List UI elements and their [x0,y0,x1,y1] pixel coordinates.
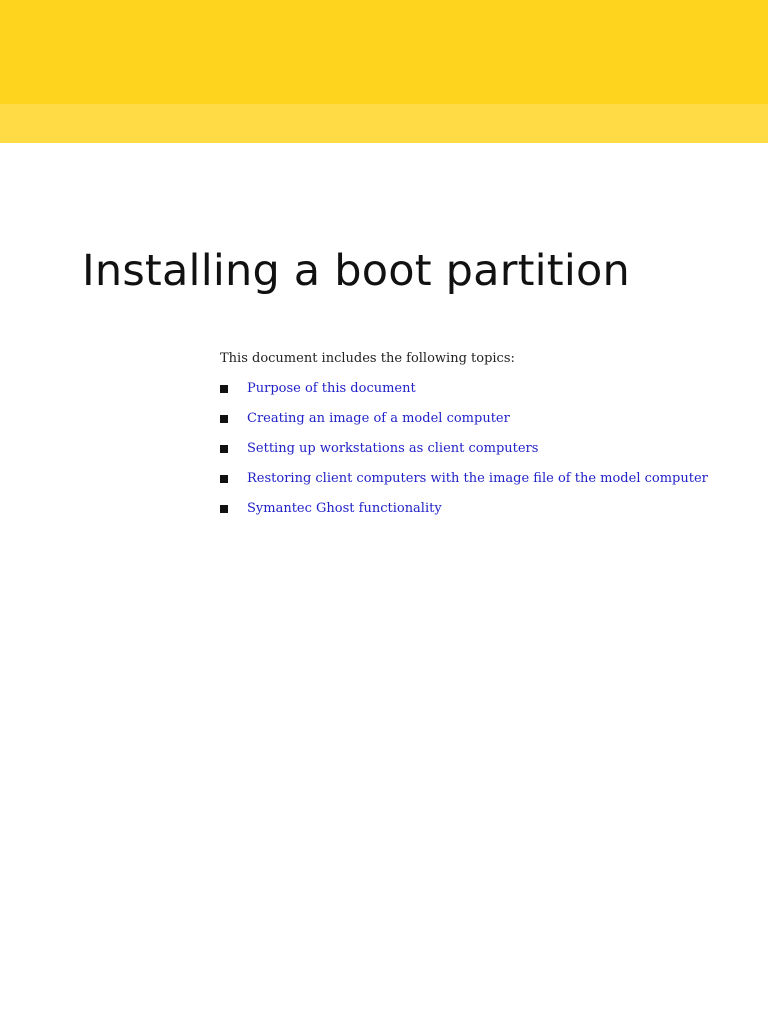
chapter-title: Installing a boot partition [82,246,630,296]
topics-intro: This document includes the following topics: [220,351,515,366]
topic-item [220,498,708,528]
square-bullet-icon [220,415,228,423]
topic-item [220,378,708,408]
topic-item [220,438,708,468]
header-band-lower [0,104,768,143]
topic-link-setting-up-workstations[interactable]: Setting up workstations as client computers [247,441,539,456]
square-bullet-icon [220,505,228,513]
topic-link-restoring-clients[interactable]: Restoring client computers with the image file of the model computer [247,471,708,486]
square-bullet-icon [220,445,228,453]
topic-link-ghost-functionality[interactable]: Symantec Ghost functionality [247,501,442,516]
topic-item [220,408,708,438]
topic-link-purpose[interactable]: Purpose of this document [247,381,416,396]
header-band [0,0,768,104]
square-bullet-icon [220,475,228,483]
topics-list [220,378,708,528]
topic-item [220,468,708,498]
square-bullet-icon [220,385,228,393]
topic-link-creating-image[interactable]: Creating an image of a model computer [247,411,510,426]
